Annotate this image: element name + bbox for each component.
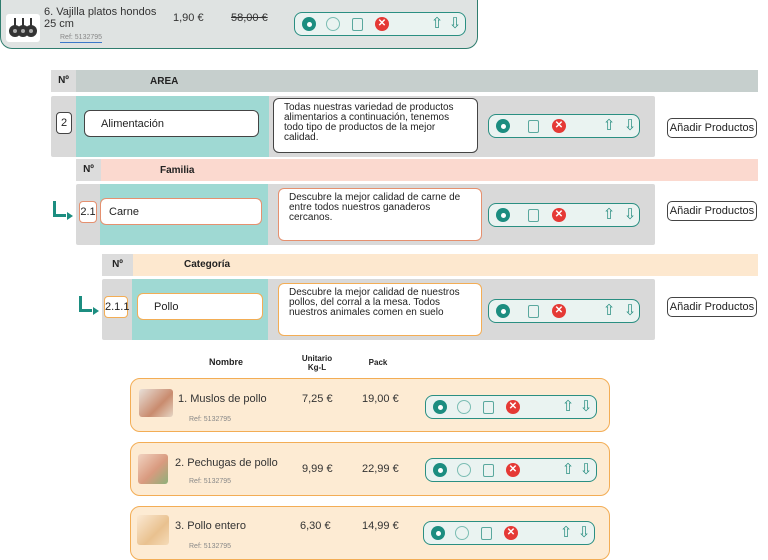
- view-icon[interactable]: [433, 463, 447, 477]
- familia-header: [76, 159, 758, 181]
- edit-icon[interactable]: [526, 208, 540, 222]
- product-thumbnail: [137, 515, 169, 545]
- move-down-icon[interactable]: ⇩: [623, 206, 637, 223]
- move-down-icon[interactable]: ⇩: [448, 15, 462, 32]
- product-actions: [425, 395, 597, 419]
- product-name: 1. Muslos de pollo: [178, 393, 267, 405]
- categoria-add-products-button[interactable]: Añadir Productos: [667, 297, 757, 317]
- familia-header-title: Familia: [160, 165, 195, 176]
- delete-icon[interactable]: ✕: [506, 400, 520, 414]
- categoria-actions: [488, 299, 640, 323]
- move-down-icon[interactable]: ⇩: [577, 524, 591, 541]
- column-header-name: Nombre: [208, 357, 243, 367]
- visibility-icon[interactable]: [457, 463, 471, 477]
- view-icon[interactable]: [433, 400, 447, 414]
- pack-price: 58,00 €: [231, 12, 268, 24]
- delete-icon[interactable]: ✕: [552, 208, 566, 222]
- view-icon[interactable]: [431, 526, 445, 540]
- familia-name-field[interactable]: Carne: [100, 198, 262, 225]
- move-up-icon[interactable]: ⇧: [602, 206, 616, 223]
- move-up-icon[interactable]: ⇧: [430, 15, 444, 32]
- product-actions: [425, 458, 597, 482]
- product-card: [130, 378, 610, 432]
- column-header-pack: Pack: [368, 358, 388, 367]
- area-add-products-button[interactable]: Añadir Productos: [667, 118, 757, 138]
- child-arrow-icon: [53, 201, 66, 217]
- categoria-description[interactable]: Descubre la mejor calidad de nuestros pollos, del corral a la mesa. Todos nuestros animales comen en suelo: [278, 283, 482, 336]
- unit-price: 1,90 €: [173, 12, 204, 24]
- product-name: 2. Pechugas de pollo: [175, 457, 278, 469]
- child-arrow-icon: [79, 296, 92, 312]
- area-description[interactable]: Todas nuestras variedad de productos alimentarios a continuación, tenemos todo tipo de productos de la mejor calidad.: [273, 98, 478, 153]
- pack-price: 14,99 €: [362, 520, 399, 532]
- edit-icon[interactable]: [350, 17, 364, 31]
- delete-icon[interactable]: ✕: [552, 304, 566, 318]
- product-actions: [423, 521, 595, 545]
- product-card: [130, 442, 610, 496]
- visibility-icon[interactable]: [326, 17, 340, 31]
- familia-num: 2.1: [79, 201, 97, 223]
- product-thumbnail: [6, 14, 40, 42]
- product-name: 3. Pollo entero: [175, 520, 246, 532]
- pack-price: 19,00 €: [362, 393, 399, 405]
- delete-icon[interactable]: ✕: [552, 119, 566, 133]
- product-ref[interactable]: Ref: 5132795: [189, 543, 232, 550]
- delete-icon[interactable]: ✕: [504, 526, 518, 540]
- move-down-icon[interactable]: ⇩: [579, 398, 593, 415]
- area-header-num: Nº: [51, 70, 76, 92]
- product-card: [130, 506, 610, 560]
- categoria-header-title: Categoría: [184, 259, 231, 270]
- area-num: 2: [56, 112, 72, 134]
- area-header-title: AREA: [150, 76, 179, 87]
- edit-icon[interactable]: [479, 526, 493, 540]
- familia-header-num: Nº: [76, 159, 101, 181]
- edit-icon[interactable]: [526, 119, 540, 133]
- move-up-icon[interactable]: ⇧: [561, 398, 575, 415]
- view-icon[interactable]: [496, 208, 510, 222]
- move-down-icon[interactable]: ⇩: [579, 461, 593, 478]
- view-icon[interactable]: [496, 304, 510, 318]
- familia-description[interactable]: Descubre la mejor calidad de carne de entre todos nuestros ganaderos cercanos.: [278, 188, 482, 241]
- visibility-icon[interactable]: [457, 400, 471, 414]
- product-actions: [294, 12, 466, 36]
- move-up-icon[interactable]: ⇧: [602, 117, 616, 134]
- product-ref[interactable]: Ref: 5132795: [60, 34, 103, 41]
- area-actions: [488, 114, 640, 138]
- area-name-field[interactable]: Alimentación: [84, 110, 259, 137]
- edit-icon[interactable]: [481, 463, 495, 477]
- familia-actions: [488, 203, 640, 227]
- product-name: 6. Vajilla platos hondos 25 cm: [44, 6, 157, 30]
- unit-price: 6,30 €: [300, 520, 331, 532]
- move-down-icon[interactable]: ⇩: [623, 117, 637, 134]
- unit-price: 9,99 €: [302, 463, 333, 475]
- product-thumbnail: [139, 389, 173, 417]
- familia-add-products-button[interactable]: Añadir Productos: [667, 201, 757, 221]
- visibility-icon[interactable]: [455, 526, 469, 540]
- move-down-icon[interactable]: ⇩: [623, 302, 637, 319]
- product-card-top: [0, 0, 478, 49]
- product-thumbnail: [138, 454, 168, 484]
- view-icon[interactable]: [496, 119, 510, 133]
- move-up-icon[interactable]: ⇧: [561, 461, 575, 478]
- column-header-unit: Unitario Kg-L: [301, 354, 333, 372]
- edit-icon[interactable]: [526, 304, 540, 318]
- delete-icon[interactable]: ✕: [506, 463, 520, 477]
- delete-icon[interactable]: ✕: [375, 17, 389, 31]
- move-up-icon[interactable]: ⇧: [602, 302, 616, 319]
- edit-icon[interactable]: [481, 400, 495, 414]
- unit-price: 7,25 €: [302, 393, 333, 405]
- pack-price: 22,99 €: [362, 463, 399, 475]
- categoria-num: 2.1.1: [104, 296, 128, 318]
- area-header: [51, 70, 758, 92]
- categoria-header-num: Nº: [102, 254, 133, 276]
- product-ref[interactable]: Ref: 5132795: [189, 416, 232, 423]
- product-ref[interactable]: Ref: 5132795: [189, 478, 232, 485]
- categoria-header: [102, 254, 758, 276]
- categoria-name-field[interactable]: Pollo: [137, 293, 263, 320]
- move-up-icon[interactable]: ⇧: [559, 524, 573, 541]
- view-icon[interactable]: [302, 17, 316, 31]
